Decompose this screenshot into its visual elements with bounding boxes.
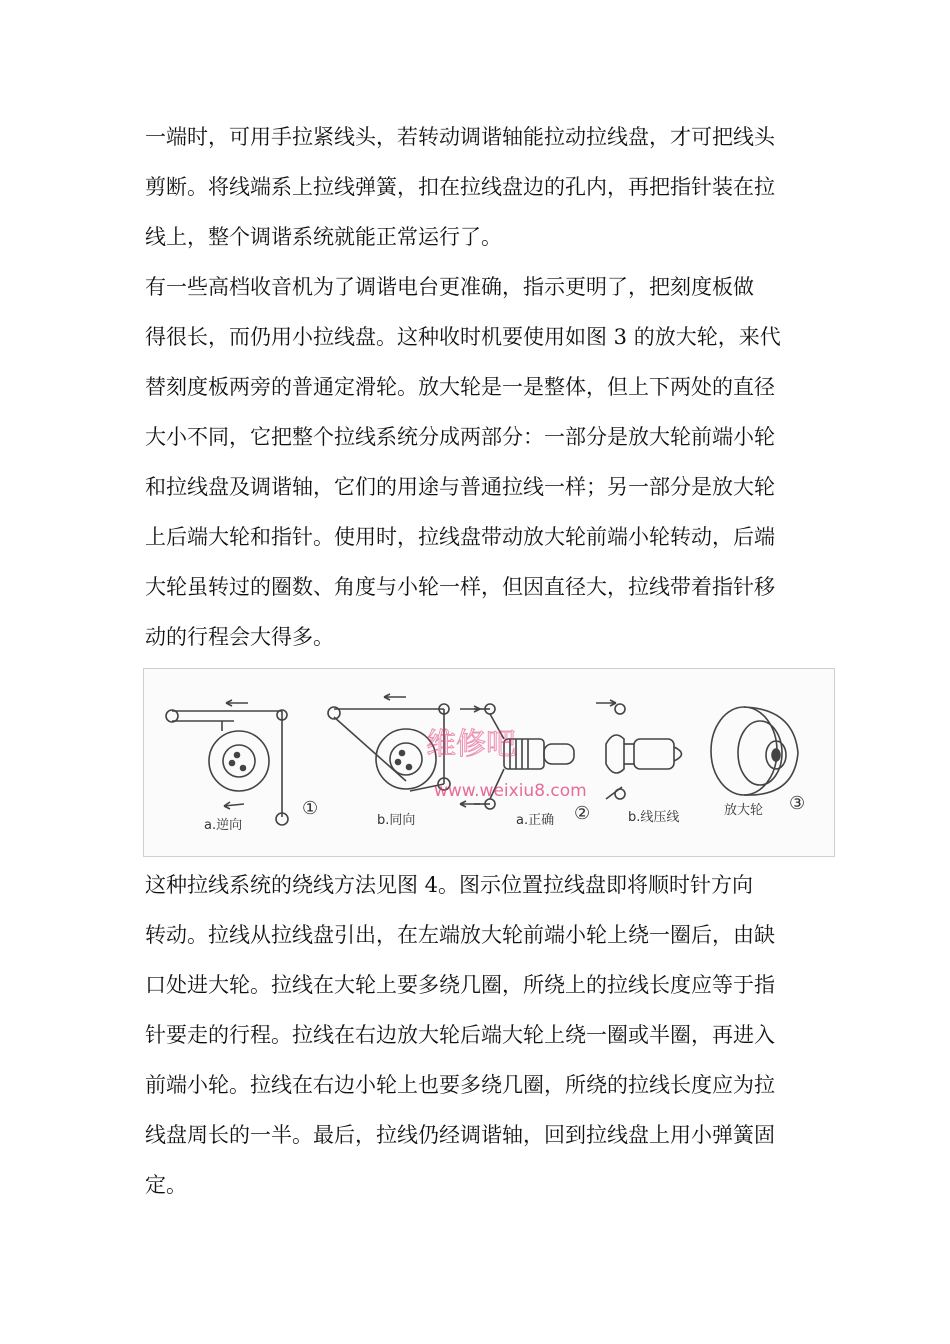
text-line: 转动。拉线从拉线盘引出，在左端放大轮前端小轮上绕一圈后，由缺 bbox=[145, 923, 775, 947]
paragraph-3 bbox=[145, 860, 807, 1210]
text-line: 前端小轮。拉线在右边小轮上也要多绕几圈，所绕的拉线长度应为拉 bbox=[145, 1073, 775, 1097]
text-line: 和拉线盘及调谐轴，它们的用途与普通拉线一样；另一部分是放大轮 bbox=[145, 475, 775, 499]
figure-3-wheel-icon bbox=[711, 707, 798, 795]
text-line: 剪断。将线端系上拉线弹簧，扣在拉线盘边的孔内，再把指针装在拉 bbox=[145, 175, 775, 199]
text-line: 上后端大轮和指针。使用时，拉线盘带动放大轮前端小轮转动，后端 bbox=[145, 525, 775, 549]
arrow-icon bbox=[224, 802, 244, 809]
figure-drawing bbox=[144, 669, 834, 856]
text-line: 这种拉线系统的绕线方法见图 4。图示位置拉线盘即将顺时针方向 bbox=[145, 873, 754, 897]
figure-number-1: ① bbox=[302, 798, 319, 819]
label-correct: a.正确 bbox=[516, 813, 555, 828]
label-press-line: b.线压线 bbox=[628, 810, 680, 825]
text-line: 得很长，而仍用小拉线盘。这种收时机要使用如图 3 的放大轮，来代 bbox=[145, 325, 781, 349]
text-line: 一端时，可用手拉紧线头，若转动调谐轴能拉动拉线盘，才可把线头 bbox=[145, 125, 775, 149]
text-line: 替刻度板两旁的普通定滑轮。放大轮是一是整体，但上下两处的直径 bbox=[145, 375, 775, 399]
dial-cord-figure bbox=[143, 668, 835, 857]
label-amplifier-wheel: 放大轮 bbox=[724, 803, 764, 818]
figure-number-2: ② bbox=[574, 803, 591, 824]
watermark-logo-text: 维修吧 bbox=[426, 727, 516, 762]
dial-drum-icon bbox=[209, 731, 269, 791]
arrow-left-icon bbox=[384, 694, 406, 700]
text-line: 有一些高档收音机为了调谐电台更准确，指示更明了，把刻度板做 bbox=[145, 275, 754, 299]
paragraph-1 bbox=[145, 112, 807, 262]
arrow-left-icon bbox=[460, 801, 480, 807]
text-line: 动的行程会大得多。 bbox=[145, 625, 334, 649]
label-reverse: a.逆向 bbox=[204, 818, 243, 833]
text-line: 定。 bbox=[145, 1173, 187, 1197]
arrow-right-icon bbox=[596, 700, 616, 706]
text-line: 线上，整个调谐系统就能正常运行了。 bbox=[145, 225, 502, 249]
text-line: 口处进大轮。拉线在大轮上要多绕几圈，所绕上的拉线长度应等于指 bbox=[145, 973, 775, 997]
label-same-direction: b.同向 bbox=[377, 813, 416, 828]
arrow-right-icon bbox=[460, 706, 480, 712]
paragraph-2 bbox=[145, 262, 807, 662]
text-line: 线盘周长的一半。最后，拉线仍经调谐轴，回到拉线盘上用小弹簧固 bbox=[145, 1123, 775, 1147]
figure-number-3: ③ bbox=[789, 793, 806, 814]
watermark-url: www.weixiu8.com bbox=[434, 781, 587, 801]
figure-1a-diagram bbox=[166, 700, 288, 825]
figure-2b-diagram bbox=[596, 700, 682, 799]
text-line: 针要走的行程。拉线在右边放大轮后端大轮上绕一圈或半圈，再进入 bbox=[145, 1023, 775, 1047]
text-line: 大轮虽转过的圈数、角度与小轮一样，但因直径大，拉线带着指针移 bbox=[145, 575, 775, 599]
text-line: 大小不同，它把整个拉线系统分成两部分：一部分是放大轮前端小轮 bbox=[145, 425, 775, 449]
